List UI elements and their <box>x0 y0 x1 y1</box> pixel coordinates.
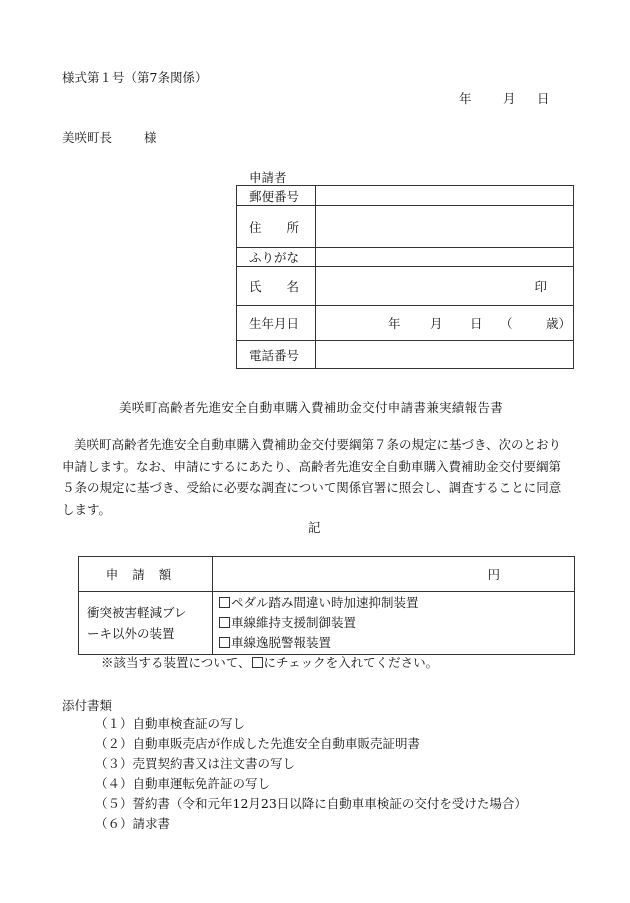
device-label <box>79 592 213 655</box>
name-field[interactable] <box>316 267 574 306</box>
postal-code-field[interactable] <box>316 186 574 206</box>
checkbox[interactable] <box>219 617 230 628</box>
checkbox[interactable] <box>219 637 230 648</box>
birth-month: 月 <box>430 316 443 331</box>
furigana-field[interactable] <box>316 248 574 267</box>
phone-label: 電話番号 <box>237 341 316 369</box>
attachments-list <box>95 714 527 834</box>
amount-field[interactable] <box>213 557 575 592</box>
date-day: 日 <box>537 91 550 106</box>
device-option-label: ペダル踏み間違い時加速抑制装置 <box>231 595 419 610</box>
body-paragraph <box>62 434 570 520</box>
seal-mark: 印 <box>534 279 547 294</box>
age-open: （ <box>500 316 513 331</box>
attachments-title: 添付書類 <box>62 698 113 713</box>
device-option-label: 車線逸脱警報装置 <box>231 635 332 650</box>
phone-field[interactable] <box>316 341 574 369</box>
addressee-name: 美咲町長 <box>62 130 113 145</box>
device-option-label: 車線維持支援制御装置 <box>231 615 357 630</box>
date-year: 年 <box>459 91 472 106</box>
device-option[interactable] <box>219 633 573 653</box>
note-after: にチェックを入れてください。 <box>263 655 439 670</box>
checkbox-note <box>101 653 438 671</box>
applicant-label: 申請者 <box>249 170 287 185</box>
checkbox[interactable] <box>219 597 230 608</box>
checkbox-icon <box>252 657 263 668</box>
birth-year: 年 <box>388 316 401 331</box>
amount-label: 申請額 <box>79 557 213 592</box>
attachment-item: （１）自動車検査証の写し <box>95 716 246 731</box>
device-label-line-1: 衝突被害軽減ブレ <box>87 605 187 620</box>
note-before: ※該当する装置について、 <box>101 655 251 670</box>
device-label-line-2: ーキ以外の装置 <box>87 626 175 641</box>
attachment-item: （２）自動車販売店が作成した先進安全自動車販売証明書 <box>95 736 421 751</box>
device-option[interactable] <box>219 613 573 633</box>
birthdate-label: 生年月日 <box>237 306 316 341</box>
name-label: 氏 名 <box>237 267 316 306</box>
birthdate-field[interactable] <box>316 306 574 341</box>
age-close: 歳） <box>546 316 572 331</box>
address-label: 住 所 <box>237 206 316 248</box>
date-month: 月 <box>503 91 516 106</box>
attachment-item: （５）誓約書（令和元年12月23日以降に自動車車検証の交付を受けた場合） <box>95 796 527 811</box>
document-title: 美咲町高齢者先進安全自動車購入費補助金交付申請書兼実績報告書 <box>119 400 504 415</box>
addressee <box>62 128 157 146</box>
date-line <box>459 89 550 107</box>
form-number: 様式第１号（第7条関係） <box>62 70 208 85</box>
applicant-table <box>236 185 574 369</box>
body-text: 美咲町高齢者先進安全自動車購入費補助金交付要綱第７条の規定に基づき、次のとおり申請します。なお、申請にするにあたり、高齢者先進安全自動車購入費補助金交付要綱第５条の規定に基づき、受給に必要な調査について関係官署に照会し、調査することに同意します。 <box>62 437 562 517</box>
yen-unit: 円 <box>487 567 500 582</box>
addressee-honorific: 様 <box>144 130 157 145</box>
attachment-item: （６）請求書 <box>95 816 171 831</box>
device-option[interactable] <box>219 593 573 613</box>
attachment-item: （３）売買契約書又は注文書の写し <box>95 756 296 771</box>
ki-mark: 記 <box>308 520 321 535</box>
address-field[interactable] <box>316 206 574 248</box>
attachment-item: （４）自動車運転免許証の写し <box>95 776 271 791</box>
request-table <box>78 556 575 655</box>
furigana-label: ふりがな <box>237 248 316 267</box>
postal-code-label: 郵便番号 <box>237 186 316 206</box>
device-list <box>213 592 575 655</box>
birth-day: 日 <box>470 316 483 331</box>
